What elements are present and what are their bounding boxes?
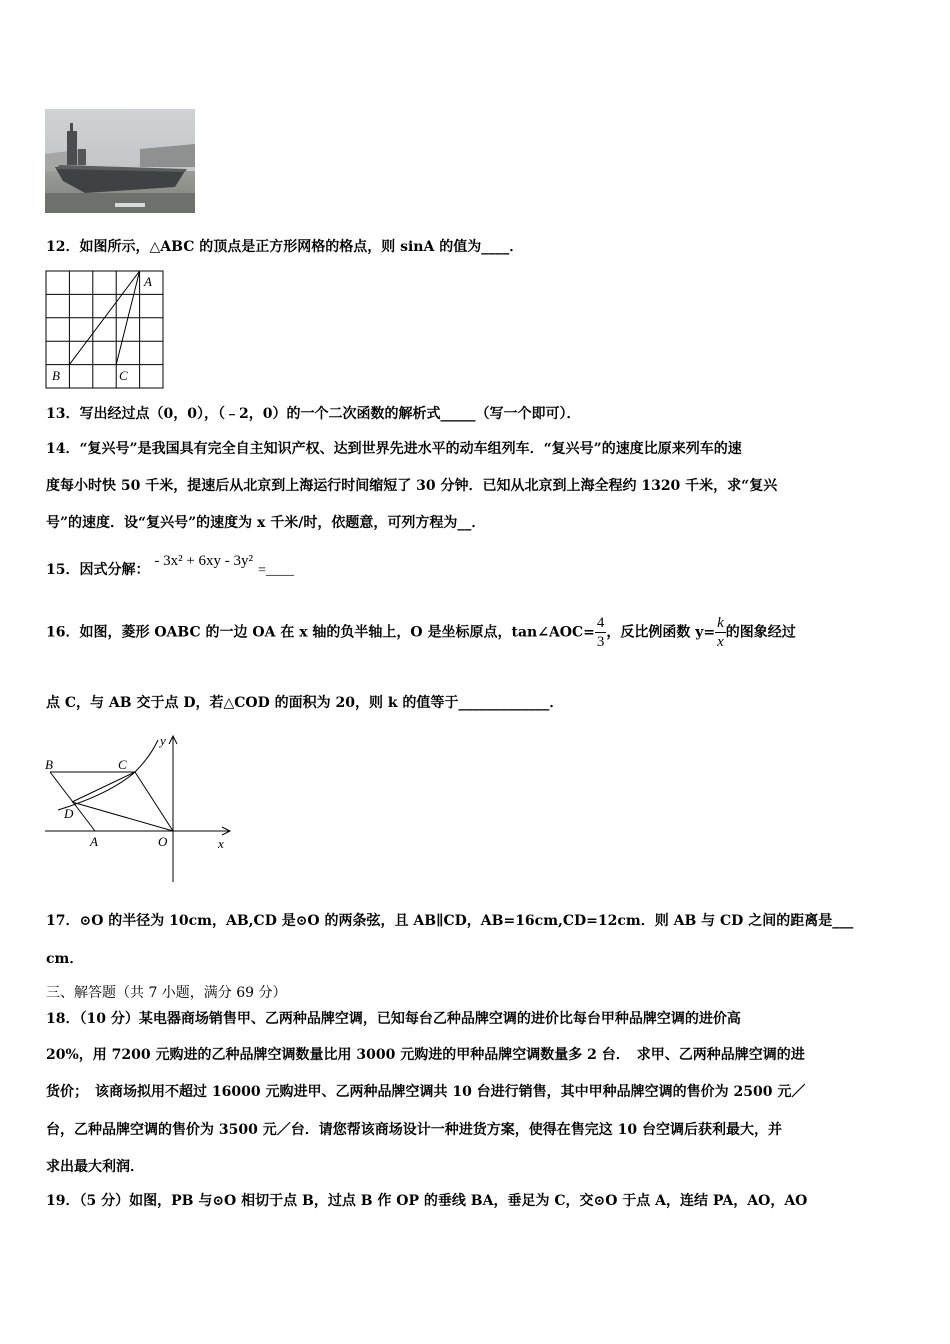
q16-rhombus-figure <box>40 732 240 888</box>
segment-dc <box>72 772 135 802</box>
question-18-line-5: 求出最大利润． <box>46 1159 144 1175</box>
q16-part3: 的图象经过 <box>725 624 796 641</box>
label-a: A <box>90 834 98 849</box>
question-14-line-2: 度每小时快 50 千米，提速后从北京到上海运行时间缩短了 30 分钟．已知从北京到上海全程约 1320 千米，求“复兴 <box>46 478 778 494</box>
question-18-line-3: 货价； 该商场拟用不超过 16000 元购进甲、乙两种品牌空调共 10 台进行销售，其中甲种品牌空调的售价为 2500 元／ <box>46 1084 806 1100</box>
question-16-line-1 <box>46 614 796 651</box>
question-14-line-3: 号”的速度．设“复兴号”的速度为 x 千米/时，依题意，可列方程为__． <box>46 515 486 531</box>
label-b: B <box>52 368 60 383</box>
label-o: O <box>158 834 168 849</box>
question-15 <box>46 553 294 580</box>
question-18-line-4: 台，乙种品牌空调的售价为 3500 元／台．请您帮该商场设计一种进货方案，使得在售完这 10 台空调后获利最大，并 <box>46 1122 782 1138</box>
question-18-line-1: 18．（10 分）某电器商场销售甲、乙两种品牌空调，已知每台乙种品牌空调的进价比每台甲种品牌空调的进价高 <box>46 1011 741 1027</box>
question-12: 12．如图所示，△ABC 的顶点是正方形网格的格点，则 sinA 的值为____． <box>46 239 524 255</box>
question-13: 13．写出经过点（0，0），（﹣2，0）的一个二次函数的解析式_____（写一个即可）． <box>46 406 581 422</box>
label-y: y <box>160 733 166 748</box>
q15-expression: - 3x² + 6xy - 3y² <box>154 553 254 569</box>
q15-prefix: 15．因式分解： <box>46 562 150 578</box>
aircraft-carrier-photo <box>45 109 195 213</box>
fraction-k-x: $\frac{k}{x}$ <box>717 615 724 650</box>
label-a: A <box>144 274 152 289</box>
q16-part1: 16．如图，菱形 OABC 的一边 OA 在 x 轴的负半轴上，O 是坐标原点，tan∠AOC= <box>46 624 595 641</box>
label-c: C <box>119 368 128 383</box>
question-16-line-2: 点 C，与 AB 交于点 D，若△COD 的面积为 20，则 k 的值等于_____________． <box>46 695 564 711</box>
q15-suffix: =____ <box>257 563 294 578</box>
label-x: x <box>218 836 224 851</box>
label-c: C <box>118 757 127 772</box>
section-3-title: 三、解答题（共 7 小题，满分 69 分） <box>46 985 287 1001</box>
question-19-line-1: 19．（5 分）如图，PB 与⊙O 相切于点 B，过点 B 作 OP 的垂线 BA，垂足为 C，交⊙O 于点 A，连结 PA，AO，AO <box>46 1193 808 1209</box>
fraction-4-3: $\frac{4}{3}$ <box>596 615 605 650</box>
q12-grid-figure <box>45 270 167 396</box>
q16-part2: ，反比例函数 y= <box>606 624 716 641</box>
question-17-line-2: cm． <box>46 951 84 967</box>
label-d: D <box>64 806 74 821</box>
segment-do <box>72 802 173 831</box>
label-b: B <box>45 757 53 772</box>
question-18-line-2: 20%，用 7200 元购进的乙种品牌空调数量比用 3000 元购进的甲种品牌空调数量多 2 台． 求甲、乙两种品牌空调的进 <box>46 1047 805 1063</box>
question-17-line-1: 17．⊙O 的半径为 10cm，AB,CD 是⊙O 的两条弦，且 AB∥CD，AB=16cm,CD=12cm．则 AB 与 CD 之间的距离是___ <box>46 913 854 929</box>
question-14-line-1: 14．“复兴号”是我国具有完全自主知识产权、达到世界先进水平的动车组列车．“复兴号”的速度比原来列车的速 <box>46 441 742 457</box>
hyperbola-curve <box>58 740 158 810</box>
